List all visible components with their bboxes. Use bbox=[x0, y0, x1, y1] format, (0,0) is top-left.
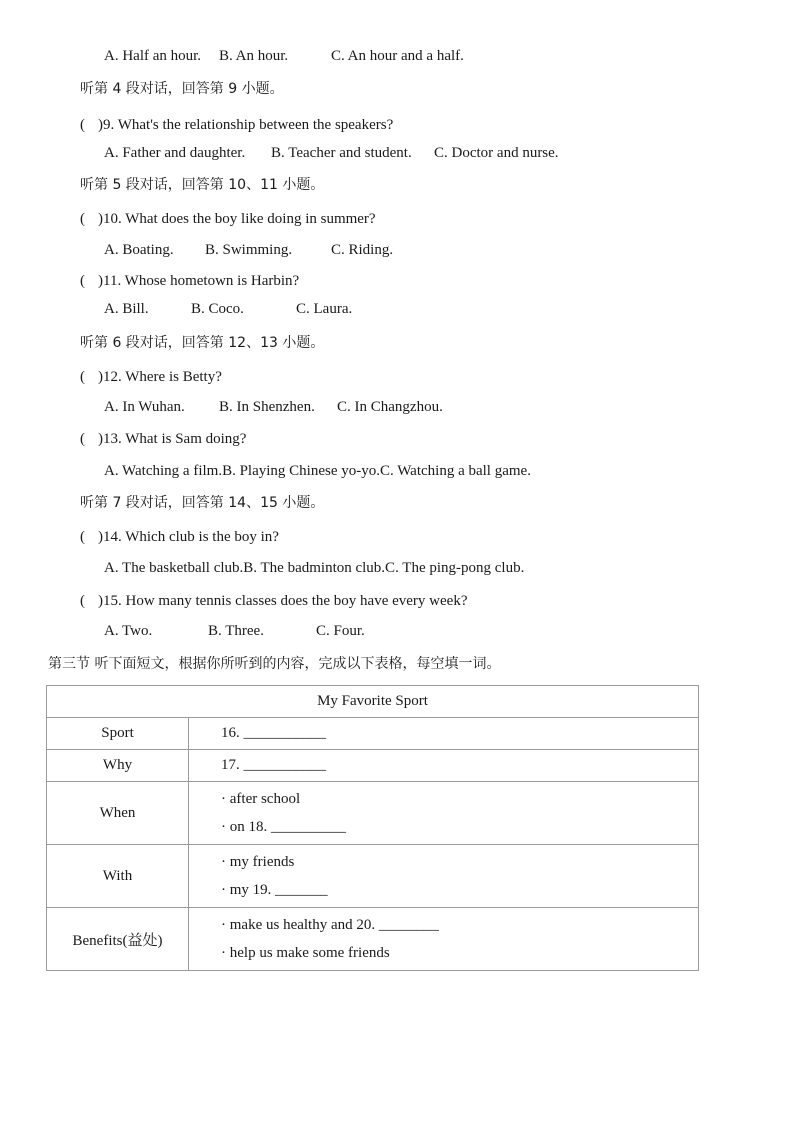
table-title: My Favorite Sport bbox=[47, 686, 699, 718]
q9-option-a: A. Father and daughter. bbox=[104, 145, 246, 161]
q8-option-b: B. An hour. bbox=[219, 48, 289, 64]
q9-paren: ( bbox=[80, 117, 85, 133]
q10-option-a: A. Boating. bbox=[104, 242, 174, 258]
q15-option-c: C. Four. bbox=[316, 623, 365, 639]
q10-paren: ( bbox=[80, 211, 85, 227]
section-7-instruction: 听第 7 段对话，回答第 14、15 小题。 bbox=[80, 495, 325, 511]
blank-16: 16. ___________ bbox=[189, 718, 699, 750]
blank-19: · my 19. _______ bbox=[221, 882, 328, 898]
q10-option-c: C. Riding. bbox=[331, 242, 394, 258]
section-4-instruction: 听第 4 段对话，回答第 9 小题。 bbox=[80, 81, 284, 97]
table-row bbox=[47, 845, 699, 908]
blank-20: · make us healthy and 20. ________ bbox=[221, 917, 439, 933]
q14-paren: ( bbox=[80, 529, 85, 545]
q9-option-b: B. Teacher and student. bbox=[271, 145, 412, 161]
q15-option-b: B. Three. bbox=[208, 623, 264, 639]
blank-17: 17. ___________ bbox=[189, 750, 699, 782]
section-6-instruction: 听第 6 段对话，回答第 12、13 小题。 bbox=[80, 335, 325, 351]
q9-question: )9. What's the relationship between the speakers? bbox=[98, 117, 394, 133]
part-3-instruction: 第三节 听下面短文，根据你所听到的内容，完成以下表格，每空填一词。 bbox=[48, 656, 501, 672]
benefits-line-2: · help us make some friends bbox=[221, 945, 390, 961]
table-row bbox=[47, 718, 699, 750]
row-label-when: When bbox=[47, 782, 189, 845]
blank-18: · on 18. __________ bbox=[221, 819, 346, 835]
q13-paren: ( bbox=[80, 431, 85, 447]
q11-paren: ( bbox=[80, 273, 85, 289]
q10-option-b: B. Swimming. bbox=[205, 242, 293, 258]
q15-question: )15. How many tennis classes does the boy have every week? bbox=[98, 593, 468, 609]
q14-options: A. The basketball club.B. The badminton club.C. The ping-pong club. bbox=[104, 560, 525, 576]
benefits-cell bbox=[189, 908, 699, 971]
row-label-why: Why bbox=[47, 750, 189, 782]
row-label-with: With bbox=[47, 845, 189, 908]
row-label-sport: Sport bbox=[47, 718, 189, 750]
q15-paren: ( bbox=[80, 593, 85, 609]
favorite-sport-table bbox=[46, 685, 699, 971]
with-line-1: · my friends bbox=[221, 854, 295, 870]
q8-option-a: A. Half an hour. bbox=[104, 48, 202, 64]
q15-option-a: A. Two. bbox=[104, 623, 153, 639]
with-cell bbox=[189, 845, 699, 908]
q12-option-a: A. In Wuhan. bbox=[104, 399, 185, 415]
q11-option-b: B. Coco. bbox=[191, 301, 244, 317]
row-label-benefits: Benefits(益处) bbox=[47, 908, 189, 971]
q12-option-b: B. In Shenzhen. bbox=[219, 399, 315, 415]
table-row bbox=[47, 782, 699, 845]
q8-option-c: C. An hour and a half. bbox=[331, 48, 464, 64]
q10-question: )10. What does the boy like doing in summer? bbox=[98, 211, 376, 227]
q12-paren: ( bbox=[80, 369, 85, 385]
q13-question: )13. What is Sam doing? bbox=[98, 431, 247, 447]
q14-question: )14. Which club is the boy in? bbox=[98, 529, 279, 545]
table-row bbox=[47, 750, 699, 782]
q11-option-a: A. Bill. bbox=[104, 301, 149, 317]
q11-question: )11. Whose hometown is Harbin? bbox=[98, 273, 300, 289]
q11-option-c: C. Laura. bbox=[296, 301, 353, 317]
when-cell bbox=[189, 782, 699, 845]
q12-question: )12. Where is Betty? bbox=[98, 369, 222, 385]
q9-option-c: C. Doctor and nurse. bbox=[434, 145, 559, 161]
when-line-1: · after school bbox=[221, 791, 301, 807]
q13-options: A. Watching a film.B. Playing Chinese yo-yo.C. Watching a ball game. bbox=[104, 463, 531, 479]
table-row bbox=[47, 908, 699, 971]
q12-option-c: C. In Changzhou. bbox=[337, 399, 443, 415]
section-5-instruction: 听第 5 段对话，回答第 10、11 小题。 bbox=[80, 177, 325, 193]
